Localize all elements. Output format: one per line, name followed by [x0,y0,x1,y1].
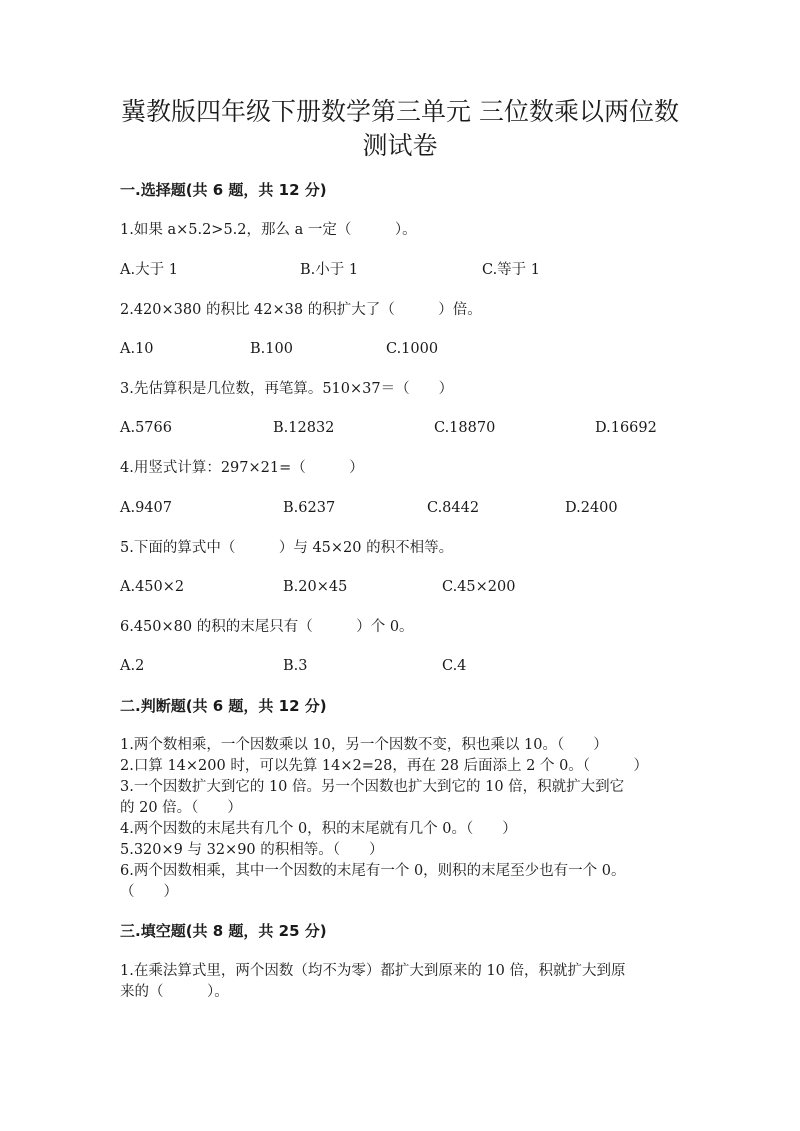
section-heading-fill: 三.填空题(共 8 题，共 25 分) [120,922,327,940]
option-b: B.小于 1 [300,262,359,278]
option-c: C.4 [442,658,467,674]
judge-line: 1.两个数相乘，一个因数乘以 10，另一个因数不变，积也乘以 10。（ ） [120,737,608,753]
option-c: C.1000 [386,341,439,357]
judge-line: 6.两个因数相乘，其中一个因数的末尾有一个 0，则积的末尾至少也有一个 0。 [120,863,626,879]
section-heading-choice: 一.选择题(共 6 题，共 12 分) [120,181,327,199]
option-a: A.9407 [120,500,172,516]
option-b: B.20×45 [283,579,348,595]
page-title: 冀教版四年级下册数学第三单元 三位数乘以两位数 [121,97,679,126]
question-stem: 3.先估算积是几位数，再笔算。510×37＝（ ） [120,381,454,397]
judge-line: 5.320×9 与 32×90 的积相等。（ ） [120,842,384,858]
page-title-continued: 测试卷 [362,131,438,160]
option-d: D.16692 [595,420,657,436]
fill-line: 来的（ ）。 [120,984,229,1000]
judge-line: 3.一个因数扩大到它的 10 倍。另一个因数也扩大到它的 10 倍，积就扩大到它 [120,779,625,795]
option-a: A.450×2 [120,579,185,595]
option-b: B.3 [283,658,308,674]
question-stem: 6.450×80 的积的末尾只有（ ）个 0。 [120,619,414,635]
option-d: D.2400 [565,500,618,516]
option-b: B.12832 [273,420,335,436]
option-b: B.6237 [283,500,336,516]
judge-line: 的 20 倍。（ ） [120,800,242,816]
fill-line: 1.在乘法算式里，两个因数（均不为零）都扩大到原来的 10 倍，积就扩大到原 [120,963,626,979]
judge-line: 4.两个因数的末尾共有几个 0，积的末尾就有几个 0。（ ） [120,821,517,837]
option-a: A.10 [120,341,154,357]
option-a: A.5766 [120,420,172,436]
option-a: A.2 [120,658,145,674]
question-stem: 1.如果 a×5.2>5.2，那么 a 一定（ ）。 [120,222,417,238]
option-a: A.大于 1 [120,262,178,278]
option-c: C.18870 [434,420,496,436]
option-c: C.45×200 [442,579,516,595]
judge-line: 2.口算 14×200 时，可以先算 14×2=28，再在 28 后面添上 2 个 0。（ ） [120,758,649,774]
question-stem: 4.用竖式计算：297×21=（ ） [120,460,364,476]
option-c: C.等于 1 [482,262,541,278]
question-stem: 2.420×380 的积比 42×38 的积扩大了（ ）倍。 [120,302,482,318]
judge-line: （ ） [120,884,178,900]
option-c: C.8442 [427,500,480,516]
section-heading-judge: 二.判断题(共 6 题，共 12 分) [120,697,327,715]
option-b: B.100 [250,341,293,357]
question-stem: 5.下面的算式中（ ）与 45×20 的积不相等。 [120,540,454,556]
